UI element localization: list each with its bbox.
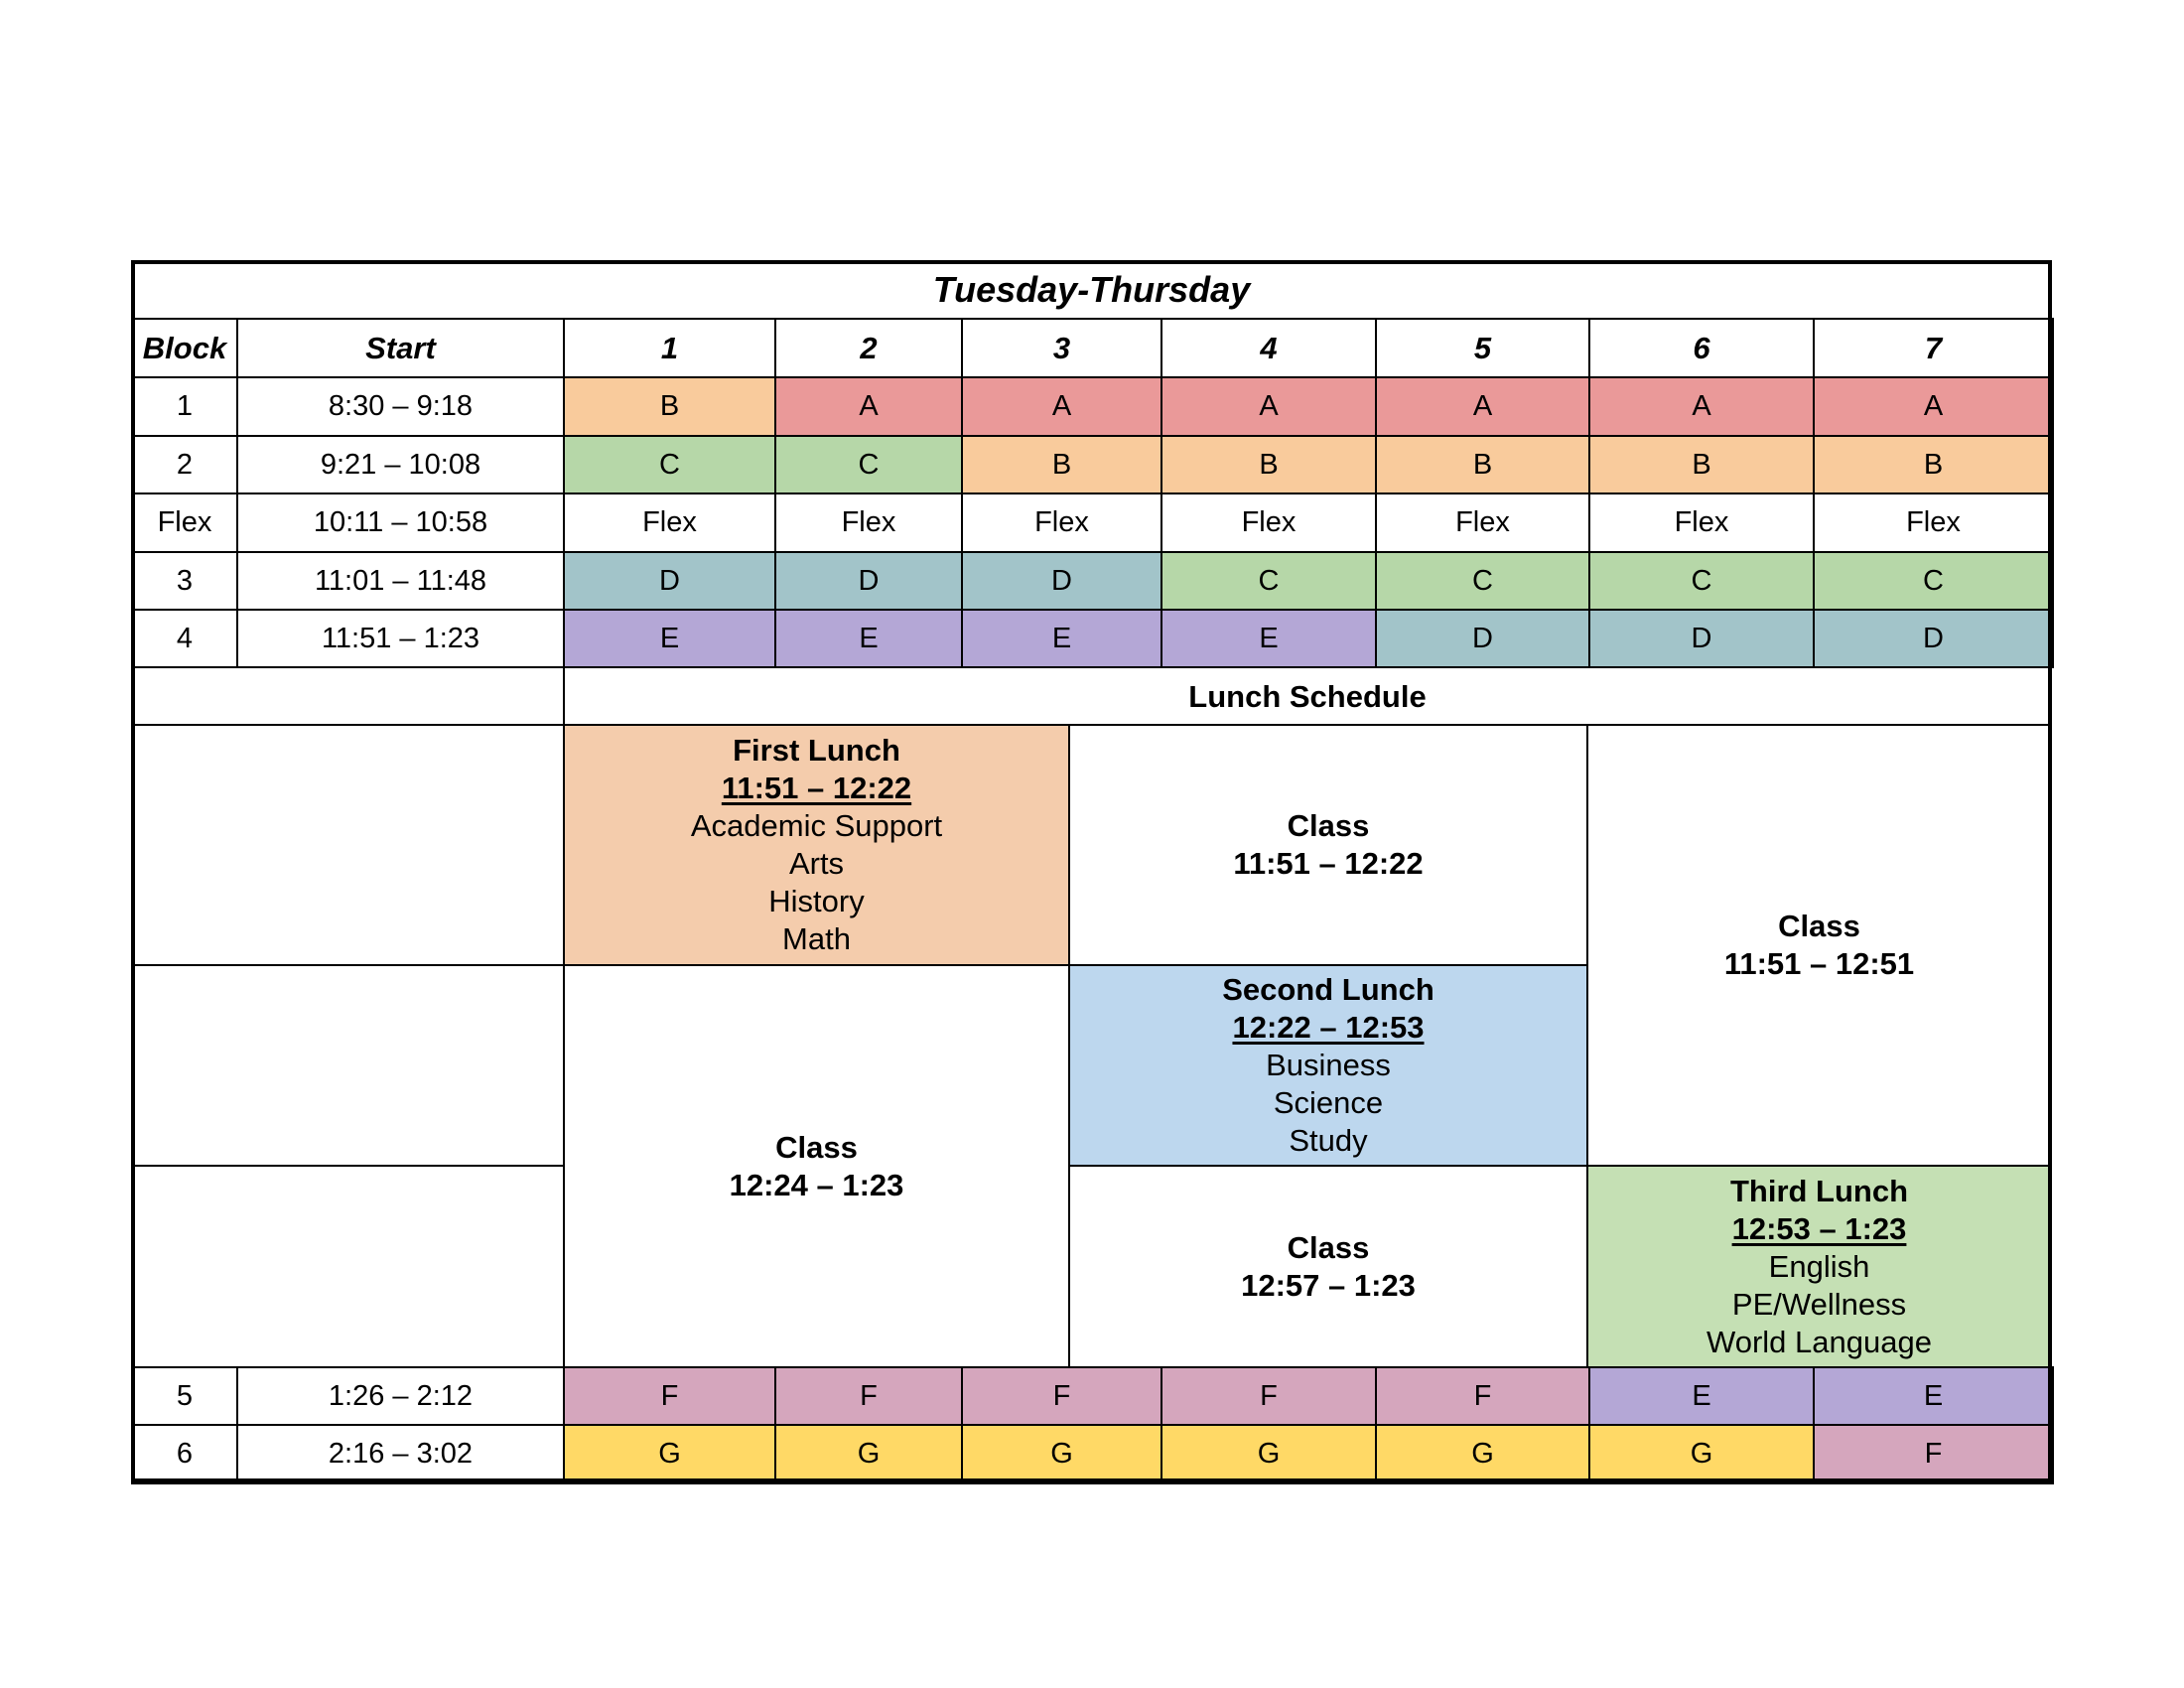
second-lunch-dept: Science [1273,1085,1384,1120]
schedule-cell: A [774,376,963,437]
block-label: Flex [131,492,238,553]
class-label: Class [1778,909,1860,943]
schedule-cell: E [1588,1366,1815,1426]
schedule-cell: Flex [1160,492,1377,553]
first-lunch-class-after [563,964,1070,1368]
first-lunch-dept: Arts [788,846,845,881]
schedule-cell: E [1160,609,1377,668]
schedule-cell: Flex [774,492,963,553]
class-time: 12:57 – 1:23 [1241,1267,1416,1303]
second-lunch-dept: Study [1289,1123,1368,1158]
schedule-cell: F [1160,1366,1377,1426]
schedule-cell: F [774,1366,963,1426]
schedule-cell: E [1813,1366,2054,1426]
schedule-cell: E [563,609,776,668]
lunch-left-blank-1 [131,724,565,966]
second-lunch-title: Second Lunch [1222,972,1434,1007]
schedule-cell: B [1813,435,2054,494]
schedule-cell: F [1813,1424,2054,1484]
first-lunch-dept: Academic Support [690,808,943,843]
schedule-cell: G [774,1424,963,1484]
header-start: Start [236,318,565,378]
schedule-cell: C [1813,551,2054,611]
third-lunch-time: 12:53 – 1:23 [1731,1210,1907,1246]
schedule-cell: G [1375,1424,1590,1484]
second-lunch-dept: Business [1266,1048,1391,1082]
schedule-cell: C [1588,551,1815,611]
third-lunch-title: Third Lunch [1729,1173,1909,1208]
second-lunch-class-before [1068,724,1588,966]
block-time: 11:51 – 1:23 [236,609,565,668]
schedule-cell: G [563,1424,776,1484]
lunch-left-blank-3 [131,1165,565,1368]
block-time: 2:16 – 3:02 [236,1424,565,1484]
schedule-cell: Flex [961,492,1162,553]
first-lunch-time: 11:51 – 12:22 [721,771,912,805]
first-lunch-dept: Math [782,921,851,956]
schedule-title: Tuesday-Thursday [131,260,2052,320]
first-lunch-cell [563,724,1070,966]
schedule-cell: E [961,609,1162,668]
block-label: 1 [131,376,238,437]
schedule-cell: B [1588,435,1815,494]
block-label: 6 [131,1424,238,1484]
block-time: 1:26 – 2:12 [236,1366,565,1426]
schedule-cell: F [563,1366,776,1426]
block-time: 11:01 – 11:48 [236,551,565,611]
header-period-5: 5 [1375,318,1590,378]
header-period-2: 2 [774,318,963,378]
schedule-cell: C [1160,551,1377,611]
header-period-3: 3 [961,318,1162,378]
block-label: 2 [131,435,238,494]
schedule-cell: D [1375,609,1590,668]
schedule-cell: A [1588,376,1815,437]
class-time: 11:51 – 12:51 [1723,946,1915,981]
class-label: Class [1287,808,1370,843]
block-time: 9:21 – 10:08 [236,435,565,494]
schedule-cell: Flex [563,492,776,553]
header-block: Block [131,318,238,378]
lunch-left-blank-2 [131,964,565,1167]
schedule-cell: D [1813,609,2054,668]
block-time: 8:30 – 9:18 [236,376,565,437]
schedule-cell: G [961,1424,1162,1484]
schedule-cell: E [774,609,963,668]
first-lunch-dept: History [768,884,865,918]
schedule-cell: D [563,551,776,611]
schedule-cell: A [1160,376,1377,437]
second-lunch-time: 12:22 – 12:53 [1232,1010,1425,1045]
schedule-cell: D [961,551,1162,611]
third-lunch-dept: PE/Wellness [1731,1286,1907,1322]
header-period-1: 1 [563,318,776,378]
third-lunch-dept: World Language [1706,1324,1932,1359]
header-period-6: 6 [1588,318,1815,378]
block-label: 5 [131,1366,238,1426]
schedule-cell: Flex [1588,492,1815,553]
schedule-cell: B [1375,435,1590,494]
schedule-cell: B [1160,435,1377,494]
third-lunch-cell [1586,1165,2052,1368]
second-lunch-class-after [1068,1165,1588,1368]
lunch-schedule-heading: Lunch Schedule [563,666,2052,726]
schedule-cell: A [1375,376,1590,437]
class-time: 11:51 – 12:22 [1233,846,1424,881]
lunch-header-blank [131,666,565,726]
schedule-cell: A [961,376,1162,437]
block-label: 3 [131,551,238,611]
first-lunch-title: First Lunch [733,733,900,768]
schedule-cell: Flex [1813,492,2054,553]
schedule-cell: B [961,435,1162,494]
schedule-cell: D [1588,609,1815,668]
schedule-cell: G [1160,1424,1377,1484]
class-time: 12:24 – 1:23 [729,1167,904,1202]
schedule-cell: G [1588,1424,1815,1484]
schedule-cell: C [774,435,963,494]
third-lunch-dept: English [1768,1248,1870,1284]
schedule-cell: C [1375,551,1590,611]
schedule-cell: B [563,376,776,437]
schedule-cell: F [961,1366,1162,1426]
third-lunch-class-before [1586,724,2052,1167]
schedule-cell: F [1375,1366,1590,1426]
block-time: 10:11 – 10:58 [236,492,565,553]
header-period-7: 7 [1813,318,2054,378]
class-label: Class [1287,1229,1370,1265]
class-label: Class [775,1129,858,1165]
schedule-cell: A [1813,376,2054,437]
block-label: 4 [131,609,238,668]
second-lunch-cell [1068,964,1588,1167]
schedule-cell: D [774,551,963,611]
schedule-cell: C [563,435,776,494]
header-period-4: 4 [1160,318,1377,378]
schedule-cell: Flex [1375,492,1590,553]
